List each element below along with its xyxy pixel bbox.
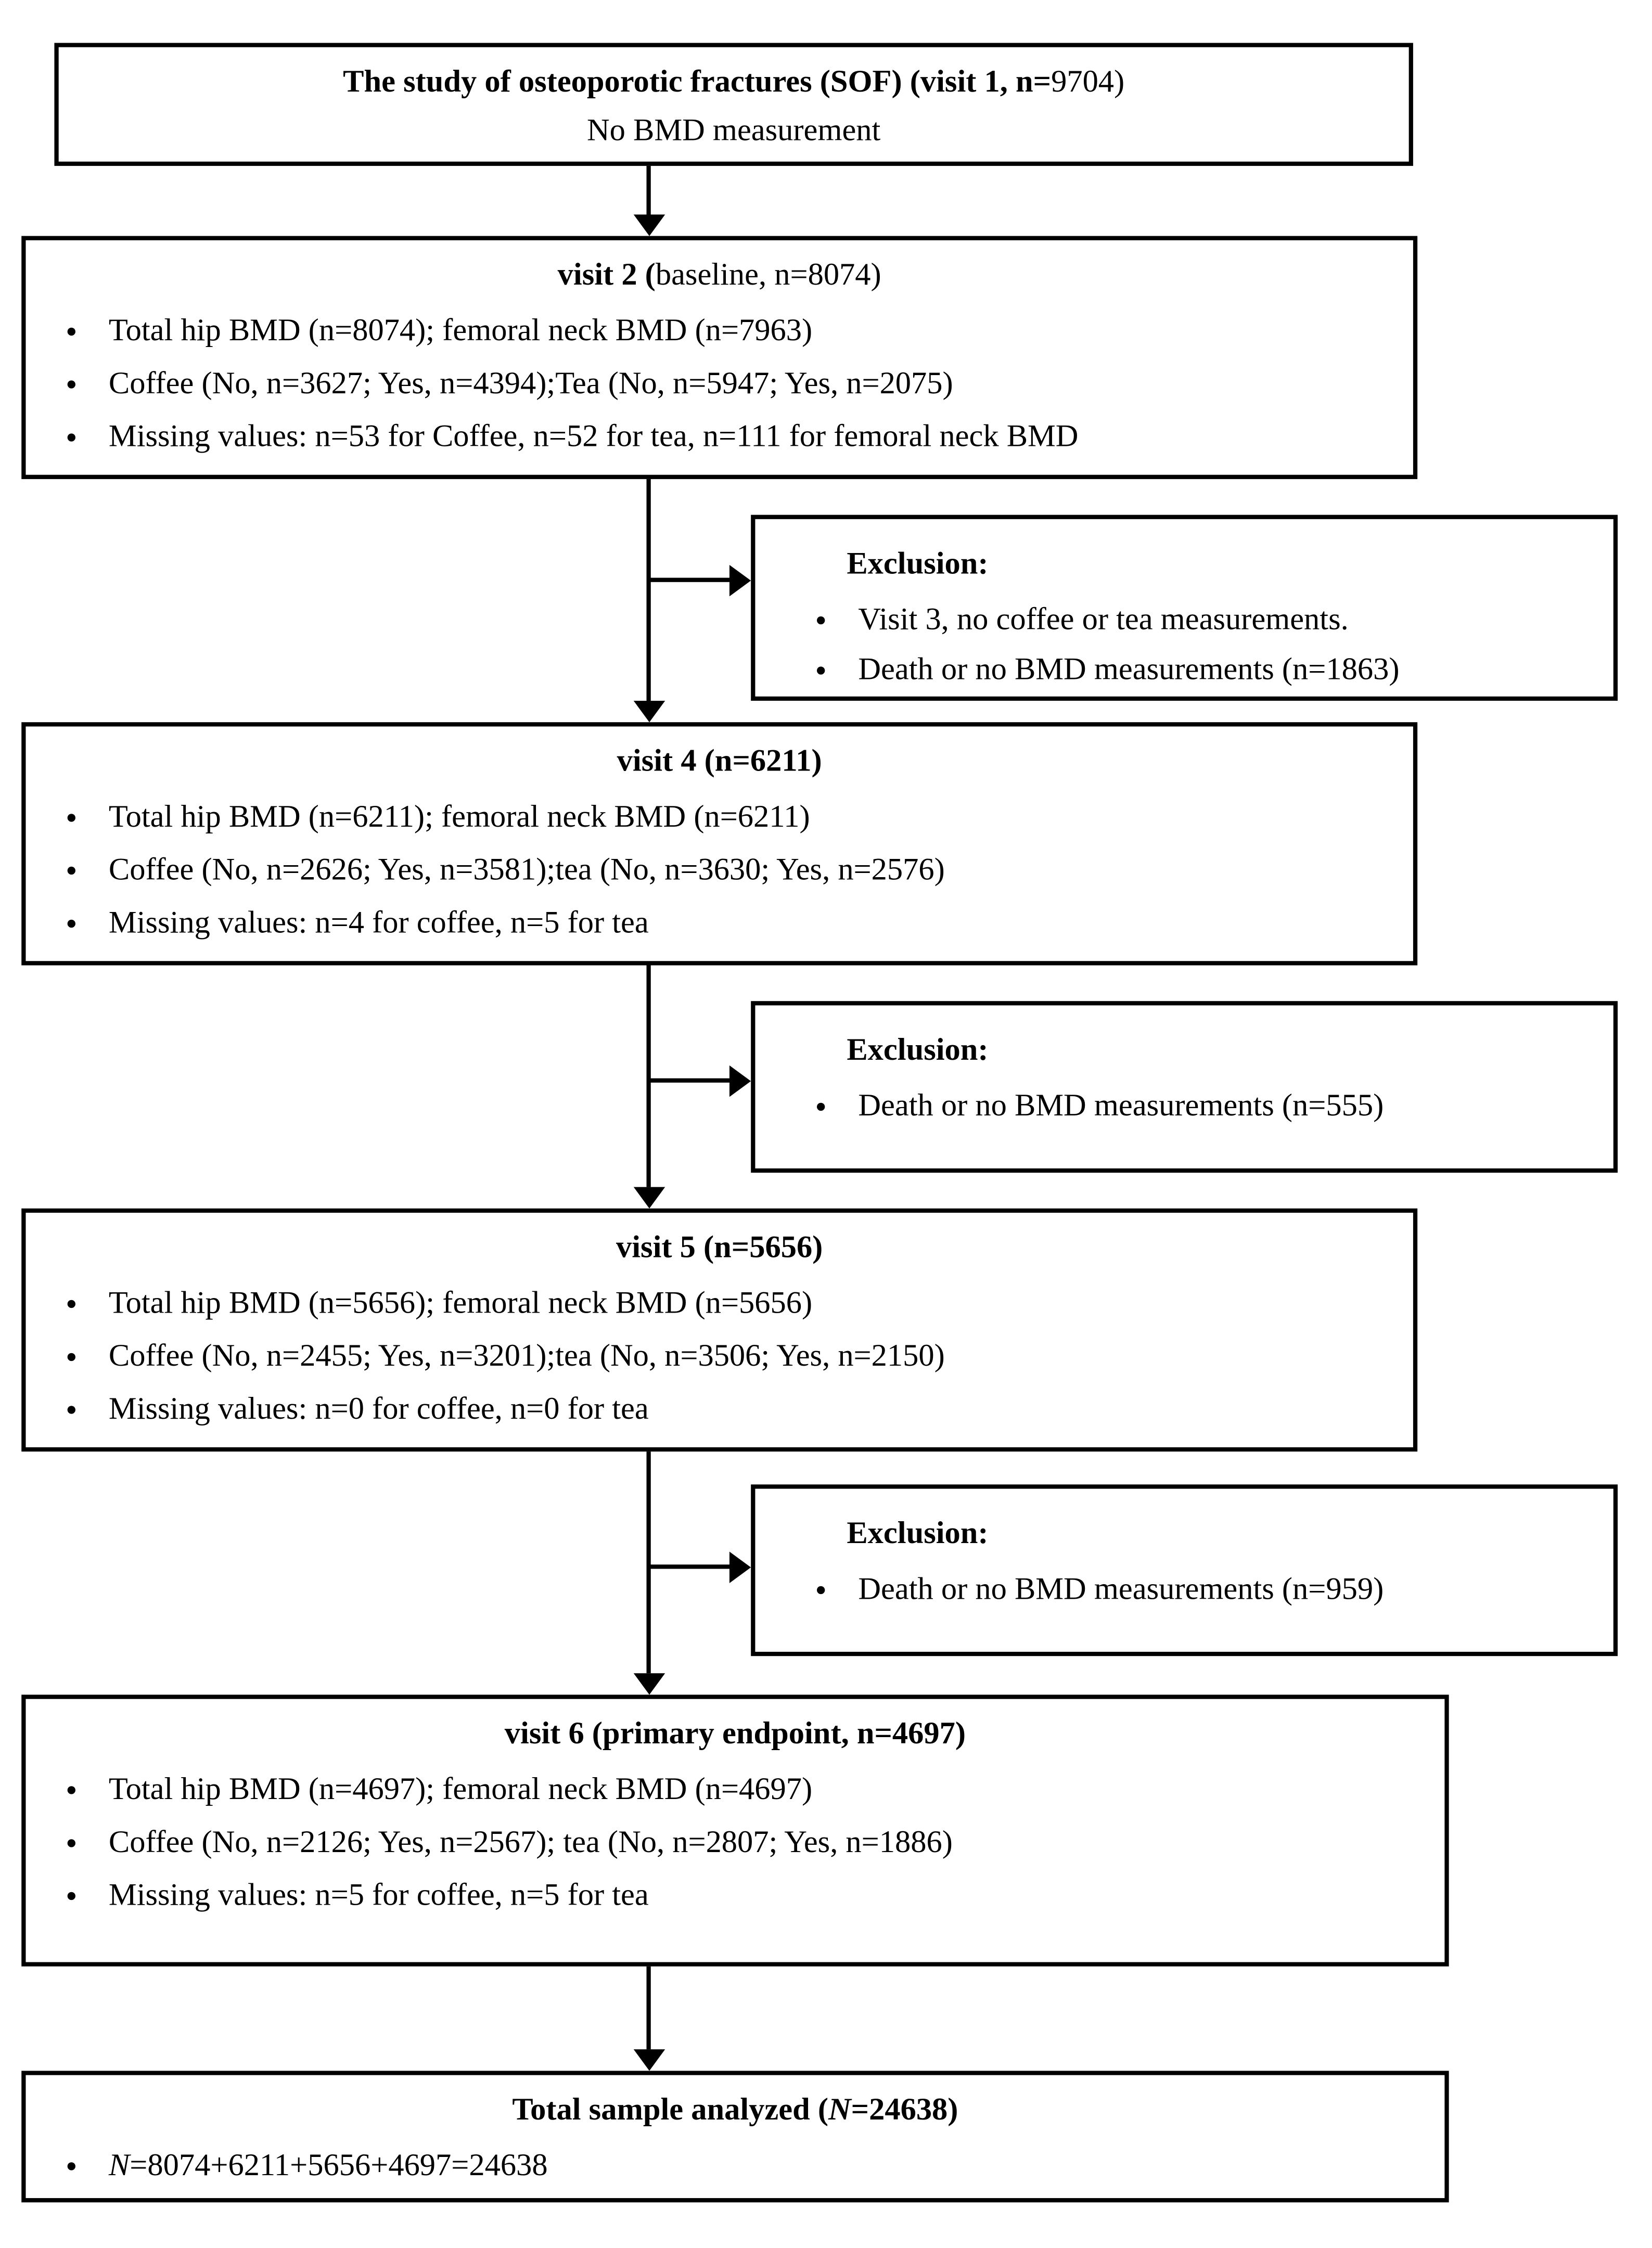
arrowhead-down-icon <box>634 1187 665 1209</box>
exclusion-box-1 <box>751 515 1618 701</box>
arrowhead-down-icon <box>634 1673 665 1694</box>
bullet-item: ● Missing values: n=4 for coffee, n=5 for tea <box>100 895 1413 948</box>
bullet-item: ● Total hip BMD (n=8074); femoral neck BMD (n=7963) <box>100 303 1413 356</box>
bullet-item: ● Missing values: n=53 for Coffee, n=52 for tea, n=111 for femoral neck BMD <box>100 409 1413 462</box>
bullet-item: ● Death or no BMD measurements (n=555) <box>850 1080 1613 1129</box>
arrowhead-down-icon <box>634 214 665 236</box>
total-bullet-rest: =8074+6211+5656+4697=24638 <box>130 2147 548 2182</box>
box-total-title-n: N <box>828 2090 851 2127</box>
bullet-item: ● Coffee (No, n=2455; Yes, n=3201);tea (No, n=3506; Yes, n=2150) <box>100 1329 1413 1382</box>
box-visit2-title <box>25 250 1413 299</box>
bullet-item: ● Total hip BMD (n=5656); femoral neck BMD (n=5656) <box>100 1276 1413 1329</box>
exclusion-3-title: Exclusion: <box>847 1514 989 1550</box>
arrow-5-line <box>647 1967 651 2049</box>
exclusion-2-title: Exclusion: <box>847 1031 989 1067</box>
bullet-item: ● Coffee (No, n=2126; Yes, n=2567); tea (No, n=2807; Yes, n=1886) <box>100 1815 1444 1868</box>
box-visit6-title <box>25 1709 1444 1757</box>
arrowhead-right-icon <box>729 565 751 596</box>
bullet-list <box>25 1276 1413 1434</box>
box-visit4-title-bold: visit 4 (n=6211) <box>617 742 822 778</box>
arrow-4-line <box>647 1451 651 1673</box>
box-visit1-title-regular: 9704) <box>1051 62 1125 99</box>
box-visit1-title-bold: The study of osteoporotic fractures (SOF) (visit 1, n= <box>343 62 1052 99</box>
bullet-item: ● Total hip BMD (n=6211); femoral neck BMD (n=6211) <box>100 789 1413 842</box>
box-total-title-post: =24638) <box>851 2090 958 2127</box>
box-visit5-title-bold: visit 5 (n=5656) <box>616 1228 823 1265</box>
bullet-item: ● Coffee (No, n=3627; Yes, n=4394);Tea (No, n=5947; Yes, n=2075) <box>100 356 1413 409</box>
box-visit2 <box>21 236 1417 479</box>
box-visit5 <box>21 1209 1417 1451</box>
exclusion-box-3 <box>751 1484 1618 1656</box>
exclusion-box-2 <box>751 1001 1618 1173</box>
bullet-list <box>25 303 1413 462</box>
arrow-3-line <box>647 966 651 1187</box>
box-visit4-title <box>25 737 1413 785</box>
bullet-list <box>755 1563 1613 1613</box>
box-visit1 <box>54 43 1413 165</box>
box-visit6-title-bold: visit 6 (primary endpoint, n=4697) <box>504 1714 966 1751</box>
arrowhead-down-icon <box>634 2049 665 2071</box>
bullet-item <box>100 2138 1444 2191</box>
bullet-item: ● Missing values: n=0 for coffee, n=0 for tea <box>100 1381 1413 1434</box>
box-visit4 <box>21 722 1417 965</box>
bullet-list <box>25 1762 1444 1921</box>
arrow-1-line <box>647 166 651 217</box>
box-visit5-title <box>25 1223 1413 1271</box>
bullet-list <box>25 2138 1444 2191</box>
bullet-item: ● Visit 3, no coffee or tea measurements. <box>850 594 1613 644</box>
arrowhead-right-icon <box>729 1065 751 1097</box>
box-visit2-title-regular: baseline, n=8074) <box>655 256 881 292</box>
box-total-title <box>25 2085 1444 2134</box>
bullet-item: ● Missing values: n=5 for coffee, n=5 for tea <box>100 1868 1444 1921</box>
arrowhead-down-icon <box>634 701 665 722</box>
box-visit1-title <box>59 57 1409 106</box>
box-visit6 <box>21 1694 1449 1966</box>
branch-arrow-2-line <box>648 1078 732 1083</box>
bullet-item: ● Total hip BMD (n=4697); femoral neck BMD (n=4697) <box>100 1762 1444 1815</box>
branch-arrow-3-line <box>648 1564 732 1569</box>
box-total <box>21 2071 1449 2202</box>
bullet-item: ● Death or no BMD measurements (n=959) <box>850 1563 1613 1613</box>
exclusion-1-title: Exclusion: <box>847 545 989 581</box>
arrowhead-right-icon <box>729 1552 751 1583</box>
bullet-list <box>755 594 1613 693</box>
bullet-item: ● Coffee (No, n=2626; Yes, n=3581);tea (No, n=3630; Yes, n=2576) <box>100 842 1413 895</box>
bullet-list <box>25 789 1413 948</box>
total-bullet-n: N <box>108 2147 130 2182</box>
bullet-list <box>755 1080 1613 1129</box>
branch-arrow-1-line <box>648 578 732 582</box>
arrow-2-line <box>647 479 651 701</box>
box-total-title-pre: Total sample analyzed ( <box>512 2090 828 2127</box>
box-visit1-subtitle: No BMD measurement <box>586 111 881 148</box>
bullet-item: ● Death or no BMD measurements (n=1863) <box>850 644 1613 693</box>
box-visit2-title-bold: visit 2 ( <box>557 256 656 292</box>
